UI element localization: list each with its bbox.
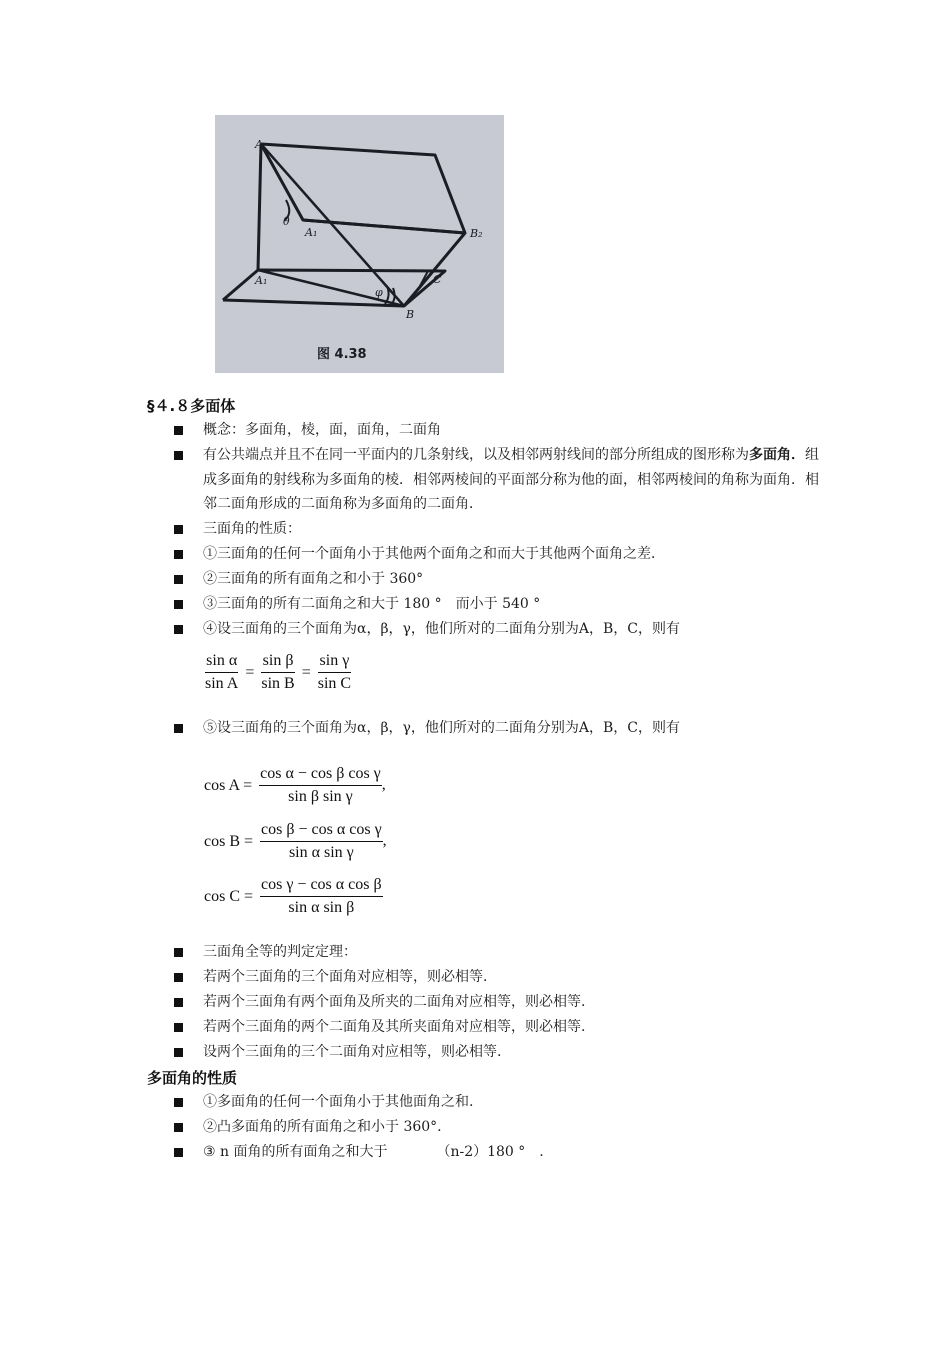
figure-label-a1-top: A₁ [305, 226, 318, 239]
figure-label-a: A [255, 138, 263, 151]
list-item-definition: 有公共端点并且不在同一平面内的几条射线，以及相邻两射线间的部分所组成的图形称为多面角．组成多面角的射线称为多面角的棱．相邻两棱间的平面部分称为他的面，相邻两棱间的角称为面角．相邻二面角形成的二面角称为多面角的二面角． [174, 443, 824, 517]
figure-label-b2: B₂ [470, 227, 483, 240]
bullet-icon [174, 1148, 183, 1157]
bullet-icon [174, 1098, 183, 1107]
figure-label-phi: φ [375, 286, 383, 299]
bullet-icon [174, 451, 183, 460]
bullet-icon [174, 1048, 183, 1057]
figure-edge-a-a1top [261, 144, 303, 220]
cosine-law-formula-c: cos C = $\frac{\text{cos γ − cos α cos β}}{\text{sin α sin β}}$ [204, 876, 382, 916]
list-item: 若两个三面角有两个面角及所夹的二面角对应相等，则必相等. [174, 990, 824, 1015]
list-item: ③三面角的所有二面角之和大于 180 ° 而小于 540 ° [174, 592, 824, 617]
bullet-icon [174, 625, 183, 634]
bullet-icon [174, 1123, 183, 1132]
bullet-icon [174, 600, 183, 609]
list-item: 概念：多面角，棱，面，面角，二面角 [174, 418, 824, 443]
figure-4-38 [215, 115, 504, 373]
figure-edge-a1-b2 [303, 220, 465, 233]
figure-label-b: B [406, 308, 415, 321]
figure-label-a1-bottom: A₁ [255, 274, 268, 287]
list-item: ①三面角的任何一个面角小于其他两个面角之和而大于其他两个面角之差． [174, 542, 824, 567]
list-item: 三面角全等的判定定理： [174, 940, 824, 965]
bullet-icon [174, 550, 183, 559]
list-item: 三面角的性质： [174, 517, 824, 542]
bullet-icon [174, 575, 183, 584]
list-item: ②凸多面角的所有面角之和小于 360°. [174, 1115, 824, 1140]
bullet-icon [174, 998, 183, 1007]
list-item: ②三面角的所有面角之和小于 360° [174, 567, 824, 592]
dihedral-figure [215, 115, 504, 373]
sine-law-formula: $\frac{\text{sin α}}{\text{sin A}}$ = $\frac{\text{sin β}}{\text{sin B}}$ = $\frac{\text{sin γ}}{\text{sin C}}$ [205, 652, 352, 692]
bullet-icon [174, 426, 183, 435]
bullet-icon [174, 1023, 183, 1032]
figure-caption: 图 4.38 [317, 347, 367, 362]
list-item: ①多面角的任何一个面角小于其他面角之和. [174, 1090, 824, 1115]
figure-edge-a-a1 [258, 144, 261, 270]
bullet-icon [174, 948, 183, 957]
bullet-icon [174, 973, 183, 982]
section-title-polyhedral-properties: 多面角的性质 [147, 1069, 238, 1087]
bullet-icon [174, 724, 183, 733]
list-item: ⑤设三面角的三个面角为α，β，γ，他们所对的二面角分别为A，B，C，则有 [174, 716, 824, 741]
list-item: 若两个三面角的两个二面角及其所夹面角对应相等，则必相等. [174, 1015, 824, 1040]
bullet-icon [174, 525, 183, 534]
list-item: ③ n 面角的所有面角之和大于 （n-2）180 ° . [174, 1140, 824, 1165]
figure-label-theta: θ [283, 215, 290, 228]
figure-label-c: C [433, 273, 442, 286]
cosine-law-formula-a: cos A = $\frac{\text{cos α − cos β cos γ}}{\text{sin β sin γ}}$ , [204, 765, 386, 805]
list-item: 设两个三面角的三个二面角对应相等，则必相等. [174, 1040, 824, 1065]
list-item: ④设三面角的三个面角为α，β，γ，他们所对的二面角分别为A，B，C，则有 [174, 617, 824, 642]
term-polyhedral-angle: 多面角． [749, 447, 805, 463]
cosine-law-formula-b: cos B = $\frac{\text{cos β − cos α cos γ}}{\text{sin α sin γ}}$ , [204, 821, 387, 861]
section-title: §４.８多面体 [147, 397, 236, 415]
figure-outline-top [261, 144, 465, 233]
list-item: 若两个三面角的三个面角对应相等，则必相等. [174, 965, 824, 990]
